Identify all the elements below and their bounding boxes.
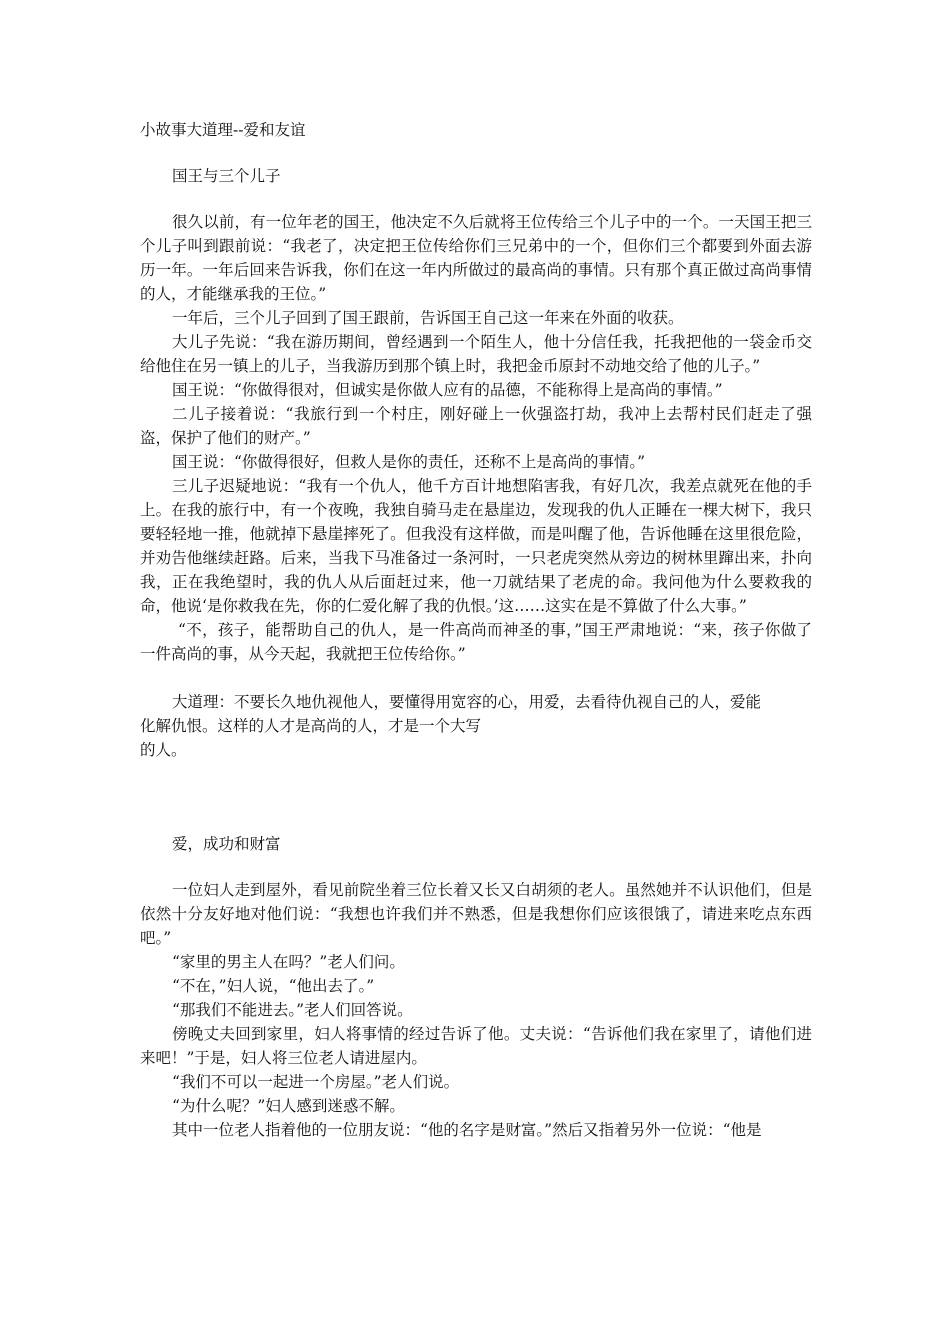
story1-paragraph: “不，孩子，能帮助自己的仇人，是一件高尚而神圣的事，”国王严肃地说：“来，孩子你做了一件高尚的事，从今天起，我就把王位传给你。” <box>140 621 812 663</box>
moral-line: 化解仇恨。这样的人才是高尚的人，才是一个大写 <box>140 717 482 735</box>
story1-paragraph: 三儿子迟疑地说：“我有一个仇人，他千方百计地想陷害我，有好几次，我差点就死在他的手上。在我的旅行中，有一个夜晚，我独自骑马走在悬崖边，发现我的仇人正睡在一棵大树下，我只要轻轻地一推，他就掉下悬崖摔死了。但我没有这样做，而是叫醒了他，告诉他睡在这里很危险，并劝告他继续赶路。后来，当我下马准备过一条河时，一只老虎突然从旁边的树林里蹿出来，扑向我，正在我绝望时，我的仇人从后面赶过来，他一刀就结果了老虎的命。我问他为什么要救我的命，他说‘是你救我在先，你的仁爱化解了我的仇恨。’这……这实在是不算做了什么大事。” <box>140 477 812 615</box>
story2-paragraph: 一位妇人走到屋外，看见前院坐着三位长着又长又白胡须的老人。虽然她并不认识他们，但是依然十分友好地对他们说：“我想也许我们并不熟悉，但是我想你们应该很饿了，请进来吃点东西吧。” <box>140 881 812 947</box>
document-title: 小故事大道理--爱和友谊 <box>140 121 306 139</box>
story1-paragraph: 国王说：“你做得很好，但救人是你的责任，还称不上是高尚的事情。” <box>172 453 646 471</box>
story1-paragraph: 二儿子接着说：“我旅行到一个村庄，刚好碰上一伙强盗打劫，我冲上去帮村民们赶走了强盗，保护了他们的财产。” <box>140 405 812 447</box>
story2-paragraph: 傍晚丈夫回到家里，妇人将事情的经过告诉了他。丈夫说：“告诉他们我在家里了，请他们进来吧！”于是，妇人将三位老人请进屋内。 <box>140 1025 812 1067</box>
story1-paragraph: 一年后，三个儿子回到了国王跟前，告诉国王自己这一年来在外面的收获。 <box>172 309 684 327</box>
story2-heading: 爱，成功和财富 <box>172 835 281 853</box>
document-page <box>140 118 812 1142</box>
story2-paragraph: “不在，”妇人说，“他出去了。” <box>172 977 375 995</box>
story1-paragraph: 很久以前，有一位年老的国王，他决定不久后就将王位传给三个儿子中的一个。一天国王把三个儿子叫到跟前说：“我老了，决定把王位传给你们三兄弟中的一个，但你们三个都要到外面去游历一年。一年后回来告诉我，你们在这一年内所做过的最高尚的事情。只有那个真正做过高尚事情的人，才能继承我的王位。” <box>140 213 812 303</box>
story2-paragraph: “那我们不能进去。”老人们回答说。 <box>172 1001 413 1019</box>
story2-paragraph: 其中一位老人指着他的一位朋友说：“他的名字是财富。”然后又指着另外一位说：“他是 <box>172 1121 762 1139</box>
story2-paragraph: “为什么呢？”妇人感到迷惑不解。 <box>172 1097 405 1115</box>
story2-paragraph: “我们不可以一起进一个房屋。”老人们说。 <box>172 1073 460 1091</box>
story1-moral <box>140 690 812 762</box>
story2-paragraph: “家里的男主人在吗？”老人们问。 <box>172 953 405 971</box>
story1-paragraph: 大儿子先说：“我在游历期间，曾经遇到一个陌生人，他十分信任我，托我把他的一袋金币交给他住在另一镇上的儿子，当我游历到那个镇上时，我把金币原封不动地交给了他的儿子。” <box>140 333 812 375</box>
story2-body <box>140 878 812 1142</box>
story1-paragraph: 国王说：“你做得很对，但诚实是你做人应有的品德，不能称得上是高尚的事情。” <box>172 381 723 399</box>
story1-heading: 国王与三个儿子 <box>172 167 281 185</box>
moral-line: 大道理：不要长久地仇视他人，要懂得用宽容的心，用爱，去看待仇视自己的人，爱能 <box>172 693 762 711</box>
story1-body <box>140 210 812 666</box>
moral-line: 的人。 <box>140 741 187 759</box>
